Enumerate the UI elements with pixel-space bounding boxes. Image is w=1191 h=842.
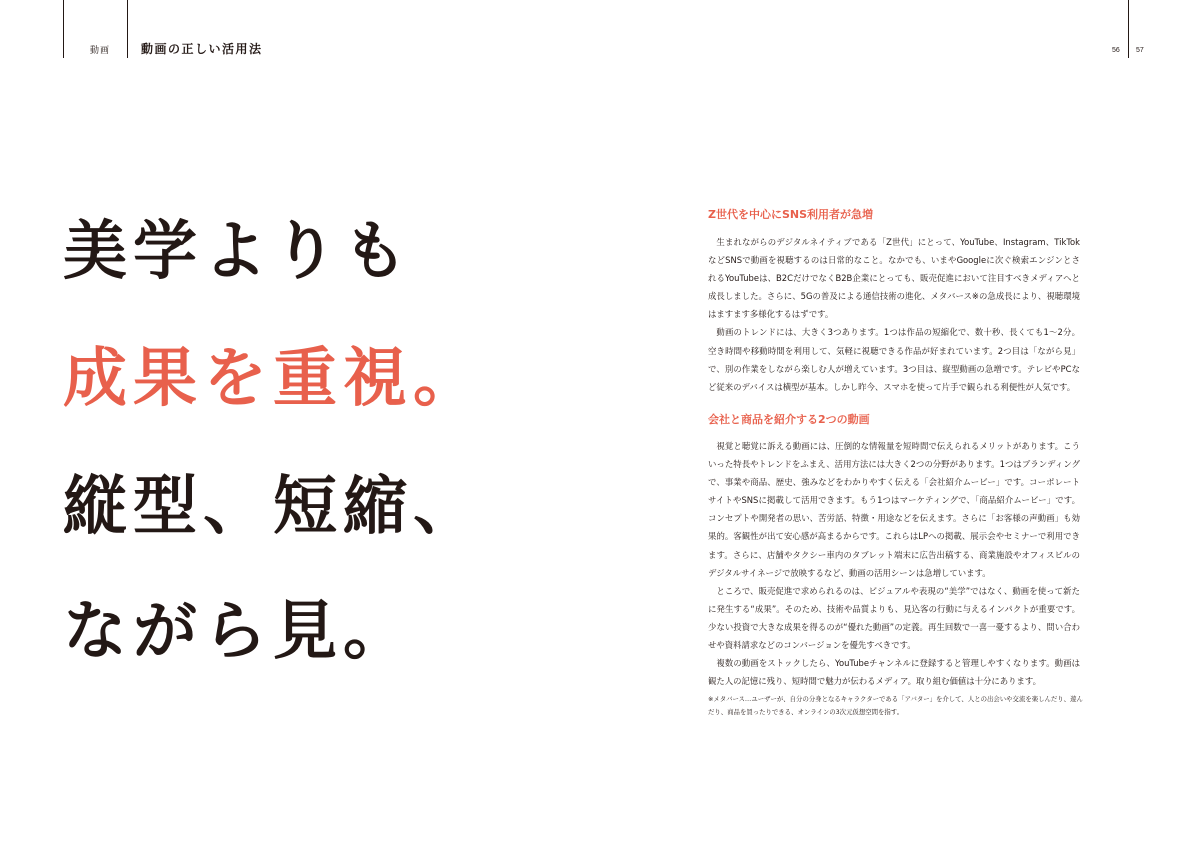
article-section-1 bbox=[708, 233, 1080, 396]
headline-line-4: ながら見。 bbox=[63, 595, 413, 669]
page-number-right: 57 bbox=[1136, 47, 1144, 54]
subheading-1: Z世代を中心にSNS利用者が急増 bbox=[708, 208, 874, 221]
paragraph: 視覚と聴覚に訴える動画には、圧倒的な情報量を短時間で伝えられるメリットがあります。こういった特長やトレンドをふまえ、活用方法には大きく2つの分野があります。1つはブランディングで、事業や商品、歴史、強みなどをわかりやすく伝える「会社紹介ムービー」です。コーポレートサイトやSNSに掲載して活用できます。もう1つはマーケティングで、「商品紹介ムービー」です。コンセプトや開発者の思い、苦労話、特徴・用途などを伝えます。さらに「お客様の声動画」も効果的。客観性が出て安心感が高まるからです。これらはLPへの掲載、展示会やセミナーで利用できます。さらに、店舗やタクシー車内のタブレット端末に広告出稿する、商業施設やオフィスビルのデジタルサイネージで放映するなど、動画の活用シーンは急増しています。 bbox=[708, 441, 1080, 578]
headline-line-2: 成果を重視。 bbox=[63, 342, 483, 416]
paragraph: ところで、販売促進で求められるのは、ビジュアルや表現の“美学”ではなく、動画を使って新たに発生する“成果”。そのため、技術や品質よりも、見込客の行動に与えるインパクトが重要です。少ない投資で大きな成果を得るのが“優れた動画”の定義。再生回数で一喜一憂するより、問い合わせや資料請求などのコンバージョンを優先すべきです。 bbox=[708, 585, 1080, 651]
paragraph: 複数の動画をストックしたら、YouTubeチャンネルに登録すると管理しやすくなります。動画は観た人の記憶に残り、短時間で魅力が伝わるメディア。取り組む価値は十分にあります。 bbox=[708, 658, 1080, 687]
headline-line-3: 縦型、短縮、 bbox=[63, 470, 483, 544]
section-label: 動画 bbox=[90, 46, 111, 56]
header-rule-mid bbox=[127, 0, 128, 58]
paragraph: 動画のトレンドには、大きく3つあります。1つは作品の短縮化で、数十秒、長くても1〜2分。空き時間や移動時間を利用して、気軽に視聴できる作品が好まれています。2つ目は「ながら見」で、別の作業をしながら楽しむ人が増えています。3つ目は、縦型動画の急増です。テレビやPCなど従来のデバイスは横型が基本。しかし昨今、スマホを使って片手で観られる利便性が人気です。 bbox=[708, 327, 1080, 392]
page-title: 動画の正しい活用法 bbox=[141, 42, 263, 56]
subheading-2: 会社と商品を紹介する2つの動画 bbox=[708, 413, 870, 426]
article-section-2 bbox=[708, 437, 1080, 690]
header-rule-left bbox=[63, 0, 64, 58]
page-number-left: 56 bbox=[1112, 47, 1120, 54]
header-rule-right bbox=[1128, 0, 1129, 58]
paragraph: 生まれながらのデジタルネイティブである「Z世代」にとって、YouTube、Instagram、TikTokなどSNSで動画を視聴するのは日常的なこと。なかでも、いまやGoogleに次ぐ検索エンジンとされるYouTubeは、B2CだけでなくB2B企業にとっても、販売促進において注目すべきメディアへと成長しました。さらに、5Gの普及による通信技術の進化、メタバース※の急成長により、視聴環境はますます多様化するはずです。 bbox=[708, 237, 1080, 320]
footnote: ※メタバース…ユーザーが、自分の分身となるキャラクターである「アバター」を介して、人との出会いや交流を楽しんだり、遊んだり、商品を買ったりできる、オンラインの3次元仮想空間を指す。 bbox=[708, 695, 1083, 716]
headline-line-1: 美学よりも bbox=[63, 215, 413, 289]
